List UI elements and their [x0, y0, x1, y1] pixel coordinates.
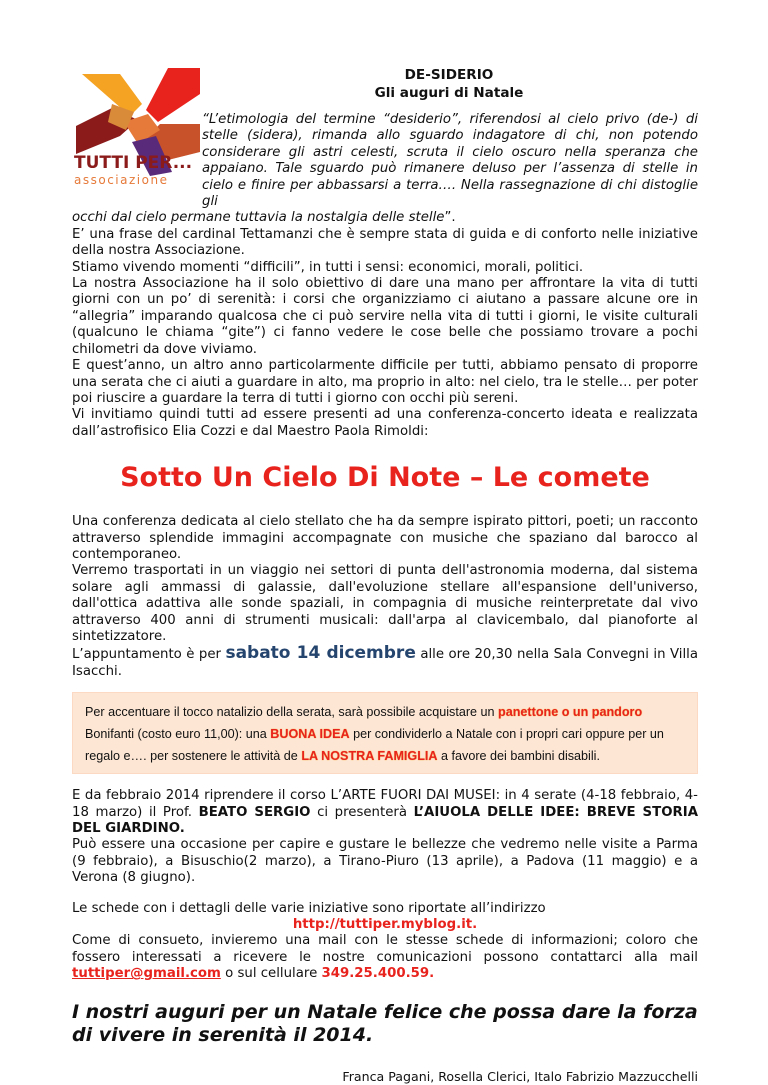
- event-title: Sotto Un Cielo Di Note – Le comete: [120, 462, 650, 494]
- paragraph: E quest’anno, un altro anno particolarmente difficile per tutti, abbiamo pensato di proporre una serata che ci aiuti a guardare in alto, ma proprio in alto: nel cielo, tra le stelle… per poter poi riuscire a guardare la terra di tutti i giorno con occhi più sereni.: [72, 358, 698, 406]
- panettone-notice-box: Per accentuare il tocco natalizio della serata, sarà possibile acquistare un panettone o un pandoro Bonifanti (costo euro 11,00): una BUONA IDEA per condividerlo a Natale con i propri cari oppure per un regalo e…. per sostenere le attività de LA NOSTRA FAMIGLIA a favore dei bambini disabili.: [72, 692, 698, 774]
- quote-close: ”.: [444, 210, 456, 226]
- contacts-paragraph: Come di consueto, invieremo una mail con le stesse schede di informazioni; coloro che fossero interessati a ricevere le nostre comunicazioni possono contattarci alla mail tuttiper@gmail.com o sul cellulare 349.25.400.59.: [72, 933, 698, 982]
- event-appointment: L’appuntamento è per sabato 14 dicembre alle ore 20,30 nella Sala Convegni in Villa Isacchi.: [72, 643, 699, 679]
- phone-number: 349.25.400.59.: [321, 966, 435, 982]
- paragraph: Stiamo vivendo momenti “difficili”, in tutti i sensi: economici, morali, politici.: [72, 259, 584, 275]
- teacher-name: BEATO SERGIO: [198, 804, 311, 820]
- svg-text:TUTTI PER...: TUTTI PER...: [74, 153, 193, 173]
- blog-link[interactable]: http://tuttiper.myblog.it.: [292, 917, 478, 933]
- closing-wishes: I nostri auguri per un Natale felice che possa dare la forza di vivere in serenità il 2014.: [72, 1000, 698, 1046]
- contacts-intro: Le schede con i dettagli delle varie iniziative sono riportate all’indirizzo: [72, 900, 546, 916]
- event-date: sabato 14 dicembre: [225, 643, 416, 664]
- paragraph: La nostra Associazione ha il solo obiettivo di dare una mano per affrontare la vita di tutti giorni con un po’ di serenità: i corsi che organizziamo ci aiutano a passare alcune ore in “allegria” imparando qualcosa che ci può servire nella vita di tutti i giorni, le visite culturali (qualcuno le chiama “gite”) ci fanno vedere le cose belle che possiamo trovare a pochi chilometri da dove viviamo.: [72, 276, 698, 357]
- signature: Franca Pagani, Rosella Clerici, Italo Fabrizio Mazzucchelli: [342, 1068, 698, 1084]
- event-description: Verremo trasportati in un viaggio nei settori di punta dell'astronomia moderna, dal sistema solare agli ammassi di galassie, dall'evoluzione stellare all'espansione dell'universo, dall'ottica adattiva alle sonde spaziali, in compagnia di musiche reinterpretate dal vivo attraverso 400 anni di strumenti musicali: dall'arpa al clavicembalo, dal pianoforte al sintetizzatore.: [72, 563, 698, 644]
- hands-logo-icon: [72, 64, 200, 192]
- course-paragraph: E da febbraio 2014 riprendere il corso L’ARTE FUORI DAI MUSEI: in 4 serate (4-18 febbraio, 4-18 marzo) il Prof. BEATO SERGIO ci presenterà L’AIUOLA DELLE IDEE: BREVE STORIA DEL GIARDINO.: [72, 788, 698, 836]
- highlight-nostra-famiglia: LA NOSTRA FAMIGLIA: [301, 749, 438, 764]
- association-logo: [72, 64, 200, 192]
- document-subtitle: Gli auguri di Natale: [374, 85, 524, 101]
- document-title: DE-SIDERIO: [404, 67, 494, 83]
- visits-paragraph: Può essere una occasione per capire e gustare le bellezze che vedremo nelle visite a Parma (9 febbraio), a Bisuschio(2 marzo), a Tirano-Piuro (13 aprile), a Padova (11 maggio) e a Verona (8 giugno).: [72, 837, 698, 886]
- highlight-panettone: panettone o un pandoro: [498, 705, 643, 720]
- quote-text: “L’etimologia del termine “desiderio”, riferendosi al cielo privo (de-) di stelle (sidera), rimanda allo sguardo indagatore di chi, non potendo considerare gli astri celesti, scruta il cielo oscuro nella speranza che appaiano. Tale sguardo può rimanere deluso per l’assenza di stelle in cielo e finire per abbassarsi a terra…. Nella rassegnazione di chi distoglie gli: [202, 112, 698, 210]
- event-description: Una conferenza dedicata al cielo stellato che ha da sempre ispirato pittori, poeti; un racconto attraverso splendide immagini accompagnate con musiche che spaziano dal barocco al contemporaneo.: [72, 514, 698, 562]
- svg-text:associazione: associazione: [74, 173, 169, 187]
- paragraph: E’ una frase del cardinal Tettamanzi che è sempre stata di guida e di conforto nelle iniziative della nostra Associazione.: [72, 226, 698, 259]
- paragraph: Vi invitiamo quindi tutti ad essere presenti ad una conferenza-concerto ideata e realizzata dall’astrofisico Elia Cozzi e dal Maestro Paola Rimoldi:: [72, 407, 698, 439]
- document-page: [72, 60, 698, 1085]
- email-link[interactable]: tuttiper@gmail.com: [72, 966, 221, 982]
- highlight-buona-idea: BUONA IDEA: [270, 727, 350, 742]
- course-topic: L’AIUOLA DELLE IDEE: BREVE STORIA DEL GIARDINO.: [72, 804, 698, 836]
- quote-end: occhi dal cielo permane tuttavia la nostalgia delle stelle: [72, 210, 445, 226]
